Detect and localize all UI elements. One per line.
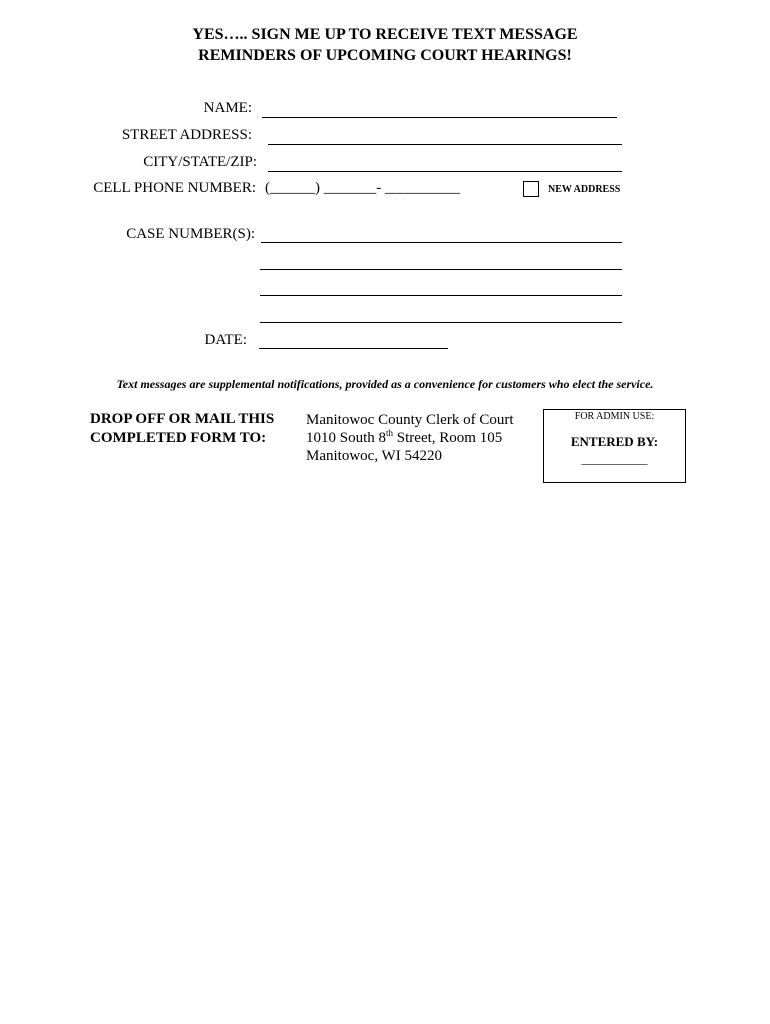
supplemental-notice: Text messages are supplemental notifications, provided as a convenience for customers who elect the service. [116,377,654,391]
admin-use-heading: FOR ADMIN USE: [574,411,655,422]
case-number-field-4[interactable] [260,322,622,323]
street-address-label: STREET ADDRESS: [121,127,252,143]
case-number-field-2[interactable] [260,269,622,270]
cell-phone-field[interactable]: (______) _______- __________ [265,180,460,196]
case-number-field-3[interactable] [260,295,622,296]
mailing-address-line-1: Manitowoc County Clerk of Court [306,412,514,428]
case-number-field-1[interactable] [261,242,622,243]
street-name: Street, Room 105 [393,430,503,446]
form-title-line-2: REMINDERS OF UPCOMING COURT HEARINGS! [198,47,572,64]
name-label: NAME: [203,100,252,116]
new-address-checkbox[interactable] [523,181,539,197]
cell-phone-label: CELL PHONE NUMBER: [93,180,256,196]
mailing-address-line-2 [306,429,502,447]
street-number: 1010 South 8 [306,430,387,446]
entered-by-label: ENTERED BY: [570,434,659,449]
entered-by-field[interactable]: ___________ [581,452,648,466]
city-state-zip-field[interactable] [268,171,622,172]
ordinal-suffix: th [386,428,394,438]
date-field[interactable] [259,348,448,349]
drop-off-instruction-line-1: DROP OFF OR MAIL THIS [90,411,275,427]
form-title-line-1: YES….. SIGN ME UP TO RECEIVE TEXT MESSAGE [192,26,578,43]
street-address-field[interactable] [268,144,622,145]
city-state-zip-label: CITY/STATE/ZIP: [143,154,257,170]
mailing-address-line-3: Manitowoc, WI 54220 [306,448,442,464]
case-numbers-label: CASE NUMBER(S): [126,226,255,242]
name-field[interactable] [262,117,617,118]
date-label: DATE: [204,332,247,348]
new-address-label: NEW ADDRESS [548,184,621,195]
drop-off-instruction-line-2: COMPLETED FORM TO: [90,430,267,446]
